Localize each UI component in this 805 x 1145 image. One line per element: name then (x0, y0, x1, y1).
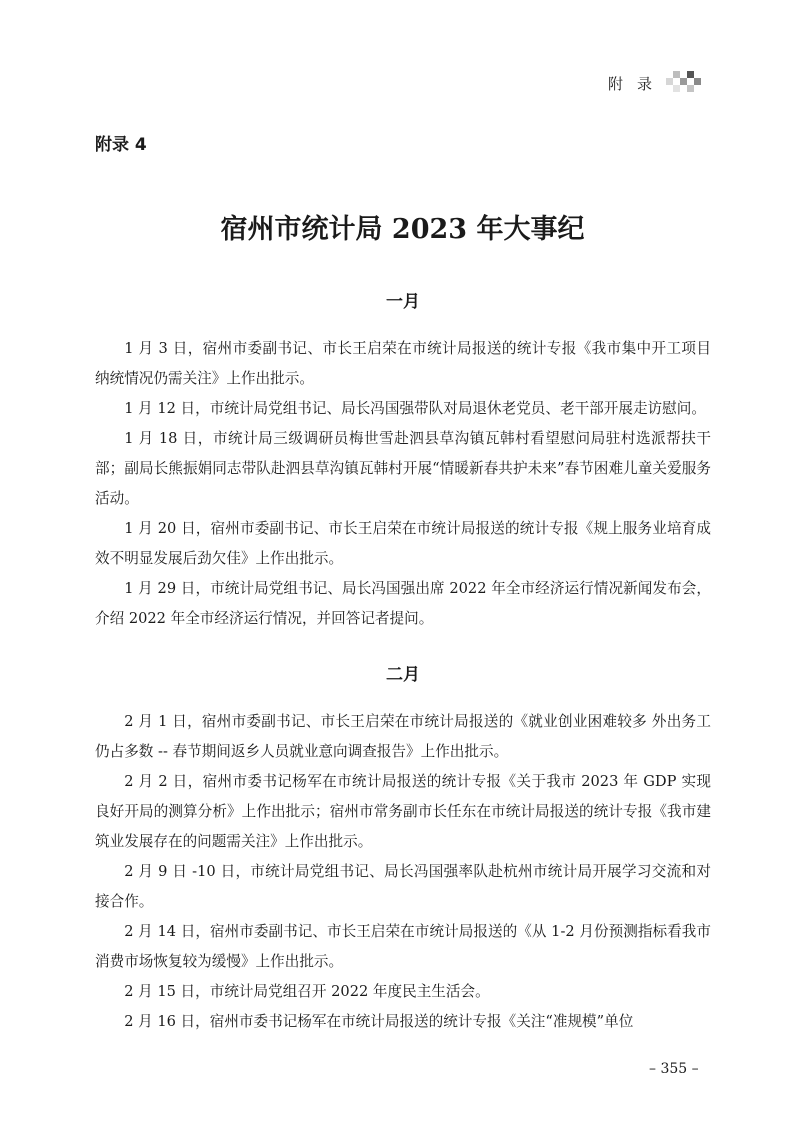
event-entry: 2 月 15 日，市统计局党组召开 2022 年度民主生活会。 (124, 983, 490, 1000)
event-entry: 2 月 16 日，宿州市委书记杨军在市统计局报送的统计专报《关注“准规模”单位 (124, 1013, 634, 1030)
month-section-february (95, 660, 711, 1037)
month-heading: 一月 (386, 292, 420, 312)
event-entry: 1 月 18 日，市统计局三级调研员梅世雪赴泗县草沟镇瓦韩村看望慰问局驻村选派帮扶干部；副局长熊振娟同志带队赴泗县草沟镇瓦韩村开展“情暖新春共护未来”春节困难儿童关爱服务活动。 (95, 430, 711, 507)
appendix-label: 附录 4 (95, 135, 147, 155)
running-header: 附录 (608, 75, 667, 93)
event-entry: 2 月 9 日 -10 日，市统计局党组书记、局长冯国强率队赴杭州市统计局开展学习交流和对接合作。 (95, 863, 711, 910)
event-entry: 2 月 2 日，宿州市委书记杨军在市统计局报送的统计专报《关于我市 2023 年 GDP 实现良好开局的测算分析》上作出批示；宿州市常务副市长任东在市统计局报送的统计专报《我市建筑业发展存在的问题需关注》上作出批示。 (95, 773, 711, 850)
month-section-january (95, 287, 711, 634)
event-entry: 1 月 12 日，市统计局党组书记、局长冯国强带队对局退休老党员、老干部开展走访慰问。 (124, 400, 706, 417)
event-entry: 1 月 20 日，宿州市委副书记、市长王启荣在市统计局报送的统计专报《规上服务业培育成效不明显发展后劲欠佳》上作出批示。 (95, 520, 711, 567)
header-decoration-icon (666, 70, 702, 92)
month-heading: 二月 (386, 665, 420, 685)
document-title: 宿州市统计局 2023 年大事纪 (220, 214, 585, 245)
page-number: – 355 – (649, 1061, 699, 1077)
event-entry: 2 月 1 日，宿州市委副书记、市长王启荣在市统计局报送的《就业创业困难较多 外出务工仍占多数 -- 春节期间返乡人员就业意向调查报告》上作出批示。 (95, 713, 711, 760)
document-body (95, 287, 711, 1037)
event-entry: 1 月 3 日，宿州市委副书记、市长王启荣在市统计局报送的统计专报《我市集中开工项目纳统情况仍需关注》上作出批示。 (95, 340, 711, 387)
event-entry: 2 月 14 日，宿州市委副书记、市长王启荣在市统计局报送的《从 1-2 月份预测指标看我市消费市场恢复较为缓慢》上作出批示。 (95, 923, 711, 970)
event-entry: 1 月 29 日，市统计局党组书记、局长冯国强出席 2022 年全市经济运行情况新闻发布会，介绍 2022 年全市经济运行情况，并回答记者提问。 (95, 580, 711, 627)
